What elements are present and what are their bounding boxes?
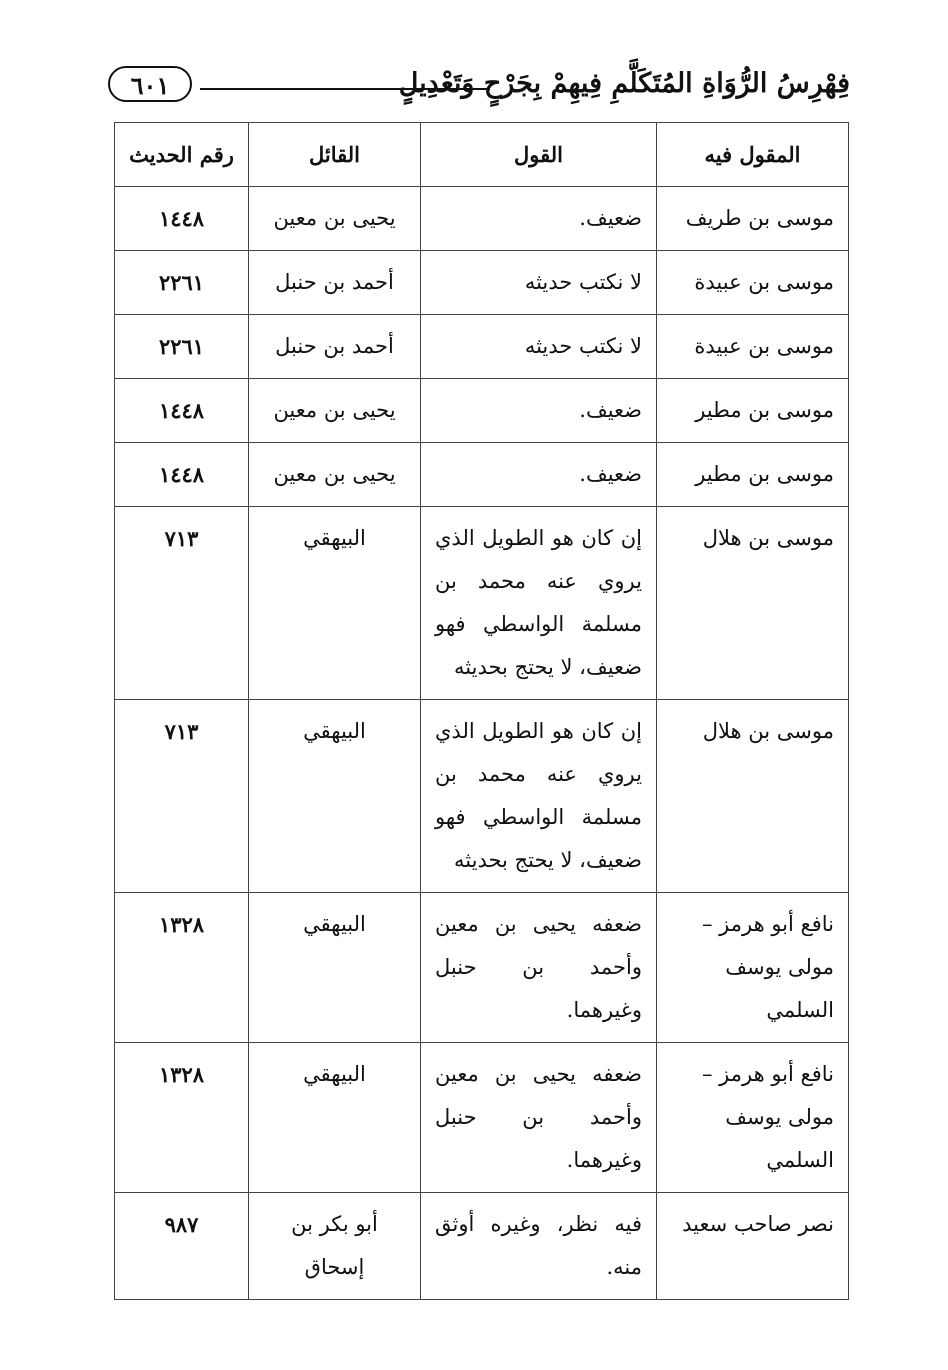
cell-hadith-number: ١٣٢٨ (115, 893, 249, 1043)
table-row (115, 251, 849, 315)
cell-speaker: البيهقي (249, 893, 421, 1043)
cell-subject: موسى بن عبيدة (657, 315, 849, 379)
column-header-subject: المقول فيه (657, 123, 849, 187)
cell-speaker: البيهقي (249, 700, 421, 893)
table-row (115, 187, 849, 251)
cell-speaker: يحيى بن معين (249, 443, 421, 507)
cell-speaker: أحمد بن حنبل (249, 315, 421, 379)
cell-saying: إن كان هو الطويل الذي يروي عنه محمد بن مسلمة الواسطي فهو ضعيف، لا يحتج بحديثه (421, 700, 657, 893)
cell-subject: موسى بن هلال (657, 507, 849, 700)
column-header-hadith-number: رقم الحديث (115, 123, 249, 187)
cell-hadith-number: ٢٢٦١ (115, 315, 249, 379)
cell-subject: موسى بن مطير (657, 379, 849, 443)
table-row (115, 443, 849, 507)
table-row (115, 1043, 849, 1193)
table-row (115, 507, 849, 700)
cell-hadith-number: ٧١٣ (115, 507, 249, 700)
column-header-saying: القول (421, 123, 657, 187)
table-row (115, 893, 849, 1043)
column-header-speaker: القائل (249, 123, 421, 187)
table-row (115, 315, 849, 379)
table-header-row (115, 123, 849, 187)
cell-hadith-number: ١٤٤٨ (115, 443, 249, 507)
cell-subject: موسى بن طريف (657, 187, 849, 251)
cell-hadith-number: ٧١٣ (115, 700, 249, 893)
cell-hadith-number: ١٤٤٨ (115, 379, 249, 443)
table-row (115, 1193, 849, 1300)
table-row (115, 700, 849, 893)
cell-speaker: يحيى بن معين (249, 187, 421, 251)
narrators-index-table (114, 122, 849, 1300)
cell-speaker: البيهقي (249, 1043, 421, 1193)
cell-subject: نافع أبو هرمز – مولى يوسف السلمي (657, 1043, 849, 1193)
cell-subject: موسى بن هلال (657, 700, 849, 893)
cell-saying: فيه نظر، وغيره أوثق منه. (421, 1193, 657, 1300)
cell-subject: موسى بن عبيدة (657, 251, 849, 315)
cell-speaker: أبو بكر بن إسحاق (249, 1193, 421, 1300)
cell-speaker: البيهقي (249, 507, 421, 700)
cell-hadith-number: ٢٢٦١ (115, 251, 249, 315)
cell-subject: موسى بن مطير (657, 443, 849, 507)
cell-hadith-number: ١٣٢٨ (115, 1043, 249, 1193)
cell-hadith-number: ٩٨٧ (115, 1193, 249, 1300)
cell-saying: لا نكتب حديثه (421, 251, 657, 315)
cell-saying: إن كان هو الطويل الذي يروي عنه محمد بن مسلمة الواسطي فهو ضعيف، لا يحتج بحديثه (421, 507, 657, 700)
cell-saying: ضعفه يحيى بن معين وأحمد بن حنبل وغيرهما. (421, 1043, 657, 1193)
cell-hadith-number: ١٤٤٨ (115, 187, 249, 251)
cell-saying: ضعيف. (421, 443, 657, 507)
cell-subject: نافع أبو هرمز – مولى يوسف السلمي (657, 893, 849, 1043)
cell-saying: ضعفه يحيى بن معين وأحمد بن حنبل وغيرهما. (421, 893, 657, 1043)
cell-speaker: يحيى بن معين (249, 379, 421, 443)
header-rule (200, 88, 490, 90)
page-number: ٦٠١ (108, 66, 192, 102)
cell-speaker: أحمد بن حنبل (249, 251, 421, 315)
page-header (104, 58, 850, 110)
cell-subject: نصر صاحب سعيد (657, 1193, 849, 1300)
cell-saying: ضعيف. (421, 187, 657, 251)
running-title: فِهْرِسُ الرُّوَاةِ المُتَكَلَّمِ فِيهِمْ بِجَرْحٍ وَتَعْدِيلٍ (398, 68, 850, 99)
table-row (115, 379, 849, 443)
cell-saying: ضعيف. (421, 379, 657, 443)
cell-saying: لا نكتب حديثه (421, 315, 657, 379)
